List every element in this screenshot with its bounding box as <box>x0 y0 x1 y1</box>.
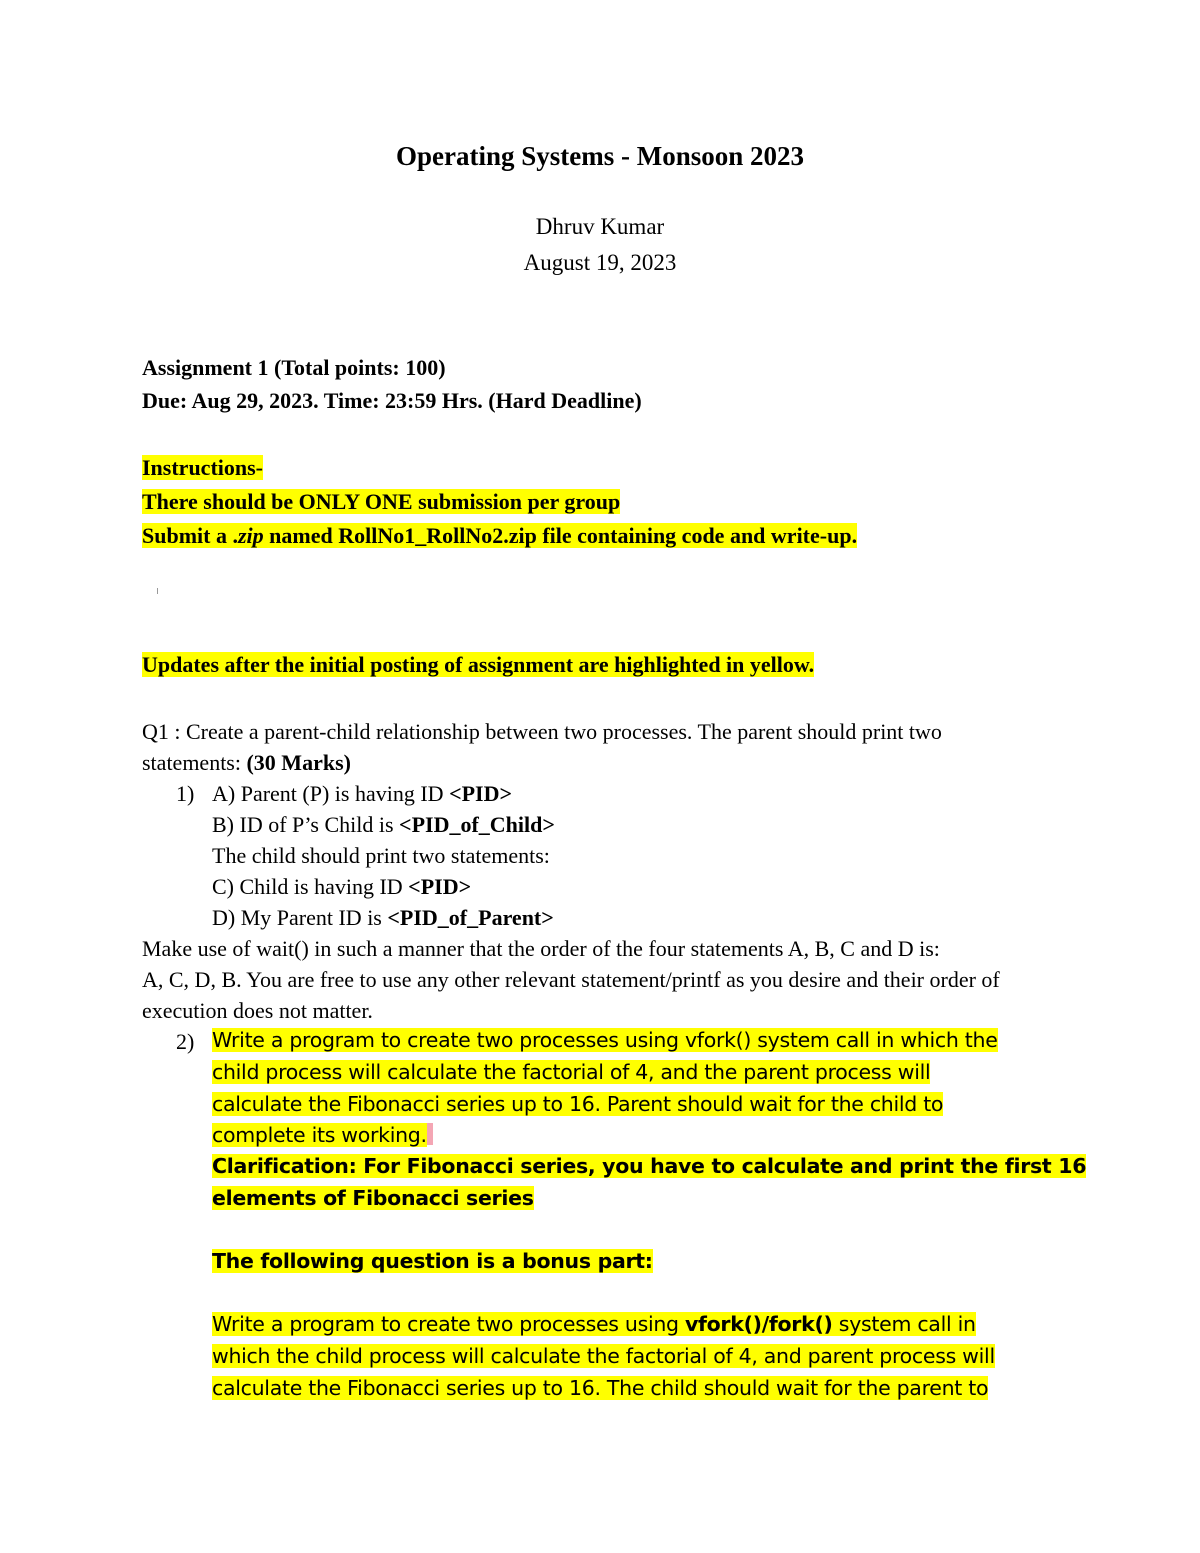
q2-line-4: complete its working. <box>212 1123 433 1147</box>
instructions-heading: Instructions- <box>142 455 264 480</box>
q1-wait-line-2: A, C, D, B. You are free to use any other relevant statement/printf as you desire and their order of <box>142 967 1000 992</box>
q2-line-3: calculate the Fibonacci series up to 16. Parent should wait for the child to <box>212 1092 944 1116</box>
assignment-heading: Assignment 1 (Total points: 100) <box>142 355 446 380</box>
bonus-heading: The following question is a bonus part: <box>212 1249 653 1273</box>
due-date: Due: Aug 29, 2023. Time: 23:59 Hrs. (Hard Deadline) <box>142 388 642 413</box>
q1-statement-a: A) Parent (P) is having ID <PID> <box>212 781 513 806</box>
stray-mark <box>157 588 158 594</box>
q1-statement-b: B) ID of P’s Child is <PID_of_Child> <box>212 812 555 837</box>
q2-clarification-2: elements of Fibonacci series <box>212 1186 534 1210</box>
q1-list-number: 1) <box>176 781 195 806</box>
q1-intro-line-2: statements: (30 Marks) <box>142 750 351 775</box>
q1-statement-c: C) Child is having ID <PID> <box>212 874 472 899</box>
q1-wait-line-1: Make use of wait() in such a manner that the order of the four statements A, B, C and D is: <box>142 936 940 961</box>
doc-title: Operating Systems - Monsoon 2023 <box>395 141 804 171</box>
q1-statement-d: D) My Parent ID is <PID_of_Parent> <box>212 905 554 930</box>
bonus-line-1: Write a program to create two processes using vfork()/fork() system call in <box>212 1312 976 1336</box>
doc-date: August 19, 2023 <box>523 250 677 275</box>
instruction-line-1: There should be ONLY ONE submission per group <box>142 489 621 514</box>
updates-note: Updates after the initial posting of assignment are highlighted in yellow. <box>142 652 815 677</box>
q2-clarification-1: Clarification: For Fibonacci series, you have to calculate and print the first 16 <box>212 1154 1087 1178</box>
q1-wait-line-3: execution does not matter. <box>142 998 373 1023</box>
q2-list-number: 2) <box>176 1029 195 1054</box>
q2-line-2: child process will calculate the factorial of 4, and the parent process will <box>212 1060 931 1084</box>
instruction-line-2: Submit a .zip named RollNo1_RollNo2.zip file containing code and write-up. <box>142 523 858 548</box>
q1-intro-line-1: Q1 : Create a parent-child relationship between two processes. The parent should print two <box>142 719 942 744</box>
q2-line-1: Write a program to create two processes using vfork() system call in which the <box>212 1028 998 1052</box>
text-cursor-mark <box>427 1123 433 1145</box>
q1-child-line: The child should print two statements: <box>212 843 550 868</box>
bonus-line-2: which the child process will calculate the factorial of 4, and parent process will <box>212 1344 995 1368</box>
doc-author: Dhruv Kumar <box>535 214 665 239</box>
bonus-line-3: calculate the Fibonacci series up to 16. The child should wait for the parent to <box>212 1376 989 1400</box>
